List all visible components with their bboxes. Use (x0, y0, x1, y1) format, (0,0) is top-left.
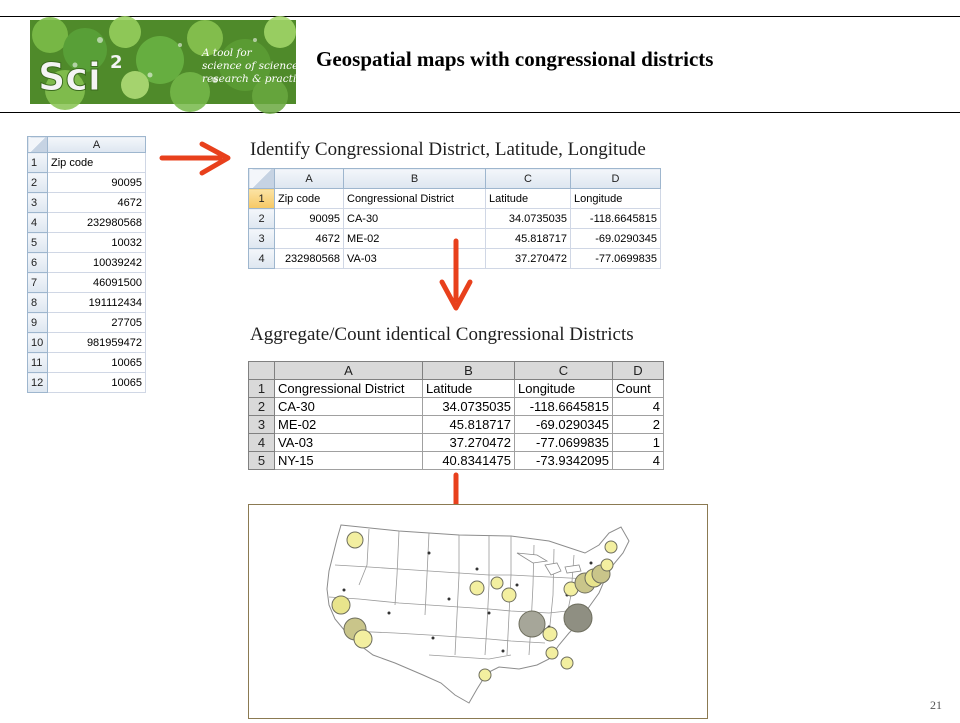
logo-text-3: research & practice (202, 73, 309, 85)
row-header[interactable]: 10 (28, 333, 48, 353)
cell[interactable]: CA-30 (344, 209, 486, 229)
row-header[interactable]: 1 (249, 380, 275, 398)
row-header[interactable]: 2 (249, 209, 275, 229)
cell[interactable]: 27705 (48, 313, 146, 333)
col-header-c[interactable]: C (486, 169, 571, 189)
cell[interactable]: 90095 (48, 173, 146, 193)
row-header[interactable]: 1 (28, 153, 48, 173)
row-header[interactable]: 4 (249, 249, 275, 269)
svg-text:Sci: Sci (38, 55, 101, 99)
aggregated-spreadsheet (248, 361, 664, 470)
cell[interactable]: 10065 (48, 353, 146, 373)
sci2-logo (30, 20, 309, 104)
cell[interactable]: -77.0699835 (571, 249, 661, 269)
cell[interactable]: -118.6645815 (571, 209, 661, 229)
row-header[interactable]: 5 (28, 233, 48, 253)
row-header[interactable]: 4 (249, 434, 275, 452)
cell[interactable]: 4672 (48, 193, 146, 213)
cell[interactable]: 10032 (48, 233, 146, 253)
row-header[interactable]: 11 (28, 353, 48, 373)
cell[interactable]: VA-03 (344, 249, 486, 269)
col-header-b[interactable]: B (344, 169, 486, 189)
cell[interactable]: 45.818717 (423, 416, 515, 434)
cell[interactable]: 10065 (48, 373, 146, 393)
row-header[interactable]: 3 (249, 416, 275, 434)
cell[interactable]: 45.818717 (486, 229, 571, 249)
row-header[interactable]: 2 (28, 173, 48, 193)
logo-text-2: science of science (202, 60, 299, 72)
svg-text:2: 2 (110, 52, 123, 73)
cell[interactable]: 46091500 (48, 273, 146, 293)
cell[interactable]: 4672 (275, 229, 344, 249)
input-spreadsheet (27, 136, 146, 393)
top-rule (0, 16, 960, 17)
header-rule (0, 112, 960, 113)
cell[interactable]: -77.0699835 (515, 434, 613, 452)
cell[interactable]: 232980568 (48, 213, 146, 233)
row-header[interactable]: 8 (28, 293, 48, 313)
col-header-c[interactable]: C (515, 362, 613, 380)
row-header[interactable]: 3 (28, 193, 48, 213)
arrow-down-icon (437, 238, 477, 312)
us-district-map (248, 504, 708, 719)
cell[interactable]: 37.270472 (423, 434, 515, 452)
cell[interactable]: -118.6645815 (515, 398, 613, 416)
logo-text-1: A tool for (202, 47, 252, 59)
cell[interactable]: ME-02 (275, 416, 423, 434)
cell[interactable]: 1 (613, 434, 664, 452)
cell[interactable]: CA-30 (275, 398, 423, 416)
cell[interactable]: 981959472 (48, 333, 146, 353)
corner-cell[interactable] (28, 137, 48, 153)
cell-header[interactable]: Count (613, 380, 664, 398)
cell[interactable]: VA-03 (275, 434, 423, 452)
cell-header[interactable]: Latitude (423, 380, 515, 398)
corner-cell[interactable] (249, 362, 275, 380)
col-header-d[interactable]: D (571, 169, 661, 189)
arrow-right-icon (160, 140, 235, 180)
cell[interactable]: 40.8341475 (423, 452, 515, 470)
cell[interactable]: 232980568 (275, 249, 344, 269)
cell-header[interactable]: Zip code (275, 189, 344, 209)
cell-header[interactable]: Longitude (515, 380, 613, 398)
cell-header[interactable]: Zip code (48, 153, 146, 173)
cell[interactable]: 4 (613, 398, 664, 416)
col-header-d[interactable]: D (613, 362, 664, 380)
cell[interactable]: 34.0735035 (423, 398, 515, 416)
cell[interactable]: NY-15 (275, 452, 423, 470)
cell[interactable]: -73.9342095 (515, 452, 613, 470)
col-header-a[interactable]: A (275, 362, 423, 380)
cell[interactable]: ME-02 (344, 229, 486, 249)
step1-label: Identify Congressional District, Latitude, Longitude (250, 139, 646, 160)
cell-header[interactable]: Longitude (571, 189, 661, 209)
cell[interactable]: 2 (613, 416, 664, 434)
cell[interactable]: -69.0290345 (571, 229, 661, 249)
cell[interactable]: 37.270472 (486, 249, 571, 269)
cell[interactable]: 191112434 (48, 293, 146, 313)
cell[interactable]: 10039242 (48, 253, 146, 273)
page-title: Geospatial maps with congressional districts (316, 47, 714, 71)
row-header[interactable]: 1 (249, 189, 275, 209)
cell-header[interactable]: Latitude (486, 189, 571, 209)
cell-header[interactable]: Congressional District (344, 189, 486, 209)
page-number: 21 (930, 698, 942, 712)
row-header[interactable]: 9 (28, 313, 48, 333)
cell[interactable]: 4 (613, 452, 664, 470)
row-header[interactable]: 12 (28, 373, 48, 393)
cell[interactable]: 90095 (275, 209, 344, 229)
row-header[interactable]: 5 (249, 452, 275, 470)
cell[interactable]: -69.0290345 (515, 416, 613, 434)
col-header-b[interactable]: B (423, 362, 515, 380)
step2-label: Aggregate/Count identical Congressional Districts (250, 324, 634, 345)
row-header[interactable]: 3 (249, 229, 275, 249)
col-header-a[interactable]: A (48, 137, 146, 153)
row-header[interactable]: 6 (28, 253, 48, 273)
corner-cell[interactable] (249, 169, 275, 189)
row-header[interactable]: 2 (249, 398, 275, 416)
col-header-a[interactable]: A (275, 169, 344, 189)
cell[interactable]: 34.0735035 (486, 209, 571, 229)
row-header[interactable]: 7 (28, 273, 48, 293)
row-header[interactable]: 4 (28, 213, 48, 233)
cell-header[interactable]: Congressional District (275, 380, 423, 398)
